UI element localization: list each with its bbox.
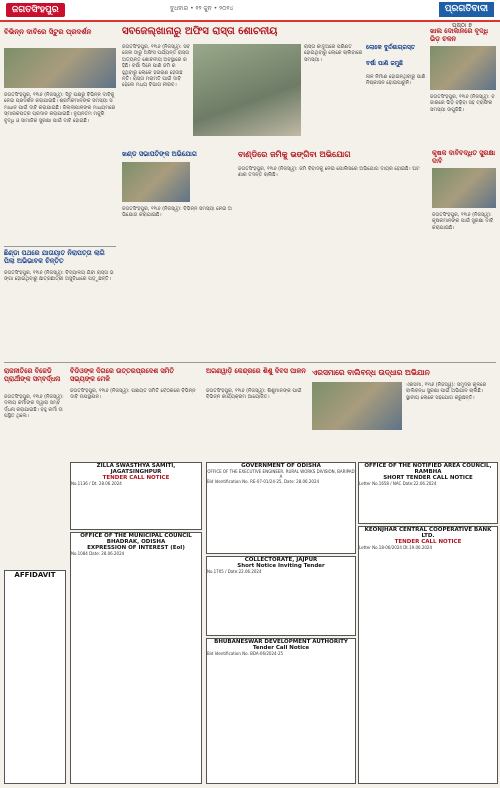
subhead: ଲୋକେ ଦୁର୍ଦ୍ଦଶାଗ୍ରସ୍ତ [366,44,416,51]
ad-title: GOVERNMENT OF ODISHA [241,463,321,469]
tender-ad [70,532,202,784]
tender-ad [358,462,498,524]
story-body: ଜଗତସିଂହପୁର, ୧୧ା୬ (ନିଜସ୍ୱ): ବିଭିନ୍ନ ସମସ୍ୟା ନେଇ ଅଭିଯୋଗ କରାଯାଇଛି। [122,206,232,219]
ad-ref: Letter No.1658 / NAC Date:22.06.2024 [359,481,437,486]
tender-ad [206,556,356,636]
ad-subtitle: TENDER CALL NOTICE [394,539,462,545]
affidavit-ad [4,570,66,784]
story-body: ରାସ୍ତା କାଦୁଅରେ ପରିଣତ ହୋଇଥିବାରୁ ଲୋକେ ଚାଲିବାରେ ସମସ୍ୟା। [304,44,363,63]
story-headline: ଏରସମାରେ ବାଲିବନ୍ଧ ଉଦ୍ଧାର ଅଭିଯାନ [312,368,430,377]
ad-subtitle: OFFICE OF THE EXECUTIVE ENGINEER, RURAL WORKS DIVISION, BARIPADA [207,469,355,479]
story-body: ଏରସମା, ୧୧ା୬ (ନିଜସ୍ୱ): ସମୁଦ୍ର କୂଳରେ ବାଲିବନ୍ଧ ସୁରକ୍ଷା ପାଇଁ ଅଭିଯାନ ଚାଲିଛି। ସ୍ଥାନୀୟ ଲୋକେ ସହଯୋଗ କରୁଛନ୍ତି। [406,382,487,401]
ad-title: ZILLA SWASTHYA SAMITI, JAGATSINGHPUR [96,463,176,475]
divider [4,246,116,247]
story-headline: ବିଡିଓଙ୍କ ଦିଗରେ ଉତ୍ତରପ୍ରଦେଶ ସମିତି ସଭ୍ୟଙ୍କ ମେଳି [70,367,175,383]
story-headline: ଅଗଣୱାଡ଼ି କେନ୍ଦ୍ରରେ ଶିଶୁ ଦିବସ ପାଳନ [206,367,306,375]
lead-headline: ସବଜେଲ୍‌ଖାନାରୁ ଅଫିସ ରାସ୍ତା ଶୋଚନୀୟ [122,26,278,37]
story-photo [4,48,116,88]
ad-title: OFFICE OF THE NOTIFIED AREA COUNCIL, RAMBHA [364,463,492,475]
ad-subtitle: SHORT TENDER CALL NOTICE [383,475,473,481]
tender-ad [206,638,356,784]
ad-title: BHUBANESWAR DEVELOPMENT AUTHORITY [214,639,348,645]
ad-title: OFFICE OF THE MUNICIPAL COUNCIL BHADRAK, ODISHA [80,533,192,545]
ad-ref: Letter No.18-06/2024 Dt.19.06.2024 [359,545,433,550]
story-headline: ରାଜନୀତିରେ ବିଜେଡି ପ୍ରାର୍ଥୀଙ୍କ ସମ୍ବର୍ଦ୍ଧନା [4,367,61,383]
ad-subtitle: TENDER CALL NOTICE [102,475,170,481]
story-body: ଜଗତସିଂହପୁର, ୧୧ା୬ (ନିଜସ୍ୱ): ଦଳୀୟ କର୍ମୀଙ୍କ ଦ୍ୱାରା ସମ୍ବର୍ଦ୍ଧନା କରାଯାଇଛି। ବହୁ କର୍ମୀ ଉପସ୍ଥିତ ଥିଲେ। [4,394,64,420]
story-body: ଜଗତସିଂହପୁର, ୧୧ା୬ (ନିଜସ୍ୱ): ସିଟୁ ପକ୍ଷରୁ ବିଭିନ୍ନ ଦାବିକୁ ନେଇ ପ୍ରଦର୍ଶନ କରାଯାଇଛି। ଶ୍ରମିକମାନଙ୍କ ସମସ୍ୟା ସମାଧାନ ପାଇଁ ଦାବି କରାଯାଇଛି। ଜିଲ୍ଲାପାଳଙ୍କ ମାଧ୍ୟମରେ ସ୍ମାରକପତ୍ର ପ୍ରଦାନ କରାଯାଇଛି। ନ୍ୟୁନତମ ମଜୁରି ବୃଦ୍ଧି ଓ ସାମାଜିକ ସୁରକ୍ଷା ପାଇଁ ଦାବି ହୋଇଛି। [4,92,116,124]
tender-ad [70,462,202,530]
ad-ref: No.1084 Date: 28.06.2024 [71,551,125,556]
ad-ref: Bid Identification No. RE-07-01/24-25, Date: 28.06.2024 [207,479,320,484]
story-photo [312,382,402,430]
dateline: ବୁଧବାର • ୧୨ ଜୁନ • ୨୦୨୪ [170,5,234,12]
subhead: ବର୍ଷା ପାଣି ଜମୁଛି [366,60,403,67]
story-headline: ଖଣ୍ଡ ସଭାପତିଙ୍କ ଅଭିଯୋଗ [122,150,197,158]
ad-ref: Bid Identification No. BDA-06/2024-25 [207,651,284,656]
story-body: ଜଗତସିଂହପୁର, ୧୧ା୬ (ନିଜସ୍ୱ): କୃଷକମାନଙ୍କ ପାଇଁ ସୁରକ୍ଷା ଦାବି କରାଯାଇଛି। [432,212,494,231]
masthead-title: ଜଗତସିଂହପୁର [6,3,65,17]
story-headline: ଛିଣ୍ଡା ପଥରେ ଯାତାୟାତ ନିରାପତ୍ତା ଲାଗି ପିଲା ଅଭିଭାବକ ଚିନ୍ତିତ [4,249,105,265]
flooded-road-photo [193,44,301,136]
ad-subtitle: Tender Call Notice [252,645,310,651]
ad-title: KEONJHAR CENTRAL COOPERATIVE BANK LTD. [364,527,492,539]
story-headline: ବାଣ୍ଡିରେ ଜମିକୁ ଭଙ୍ଗିବା ଅଭିଯୋଗ [238,150,351,159]
story-body: ଜଗତସିଂହପୁର, ୧୧ା୬ (ନିଜସ୍ୱ): ସବଜେଲ ଠାରୁ ଅଫିସ ପର୍ଯ୍ୟନ୍ତ ରାସ୍ତା ଅତ୍ୟନ୍ତ ଶୋଚନୀୟ ଅବସ୍ଥାରେ ରହିଛି। ବର୍ଷା ଦିନେ ପାଣି ଜମି ରହୁଥିବାରୁ ଲୋକେ ହଇରାଣ ହେଉଛନ୍ତି। ରାସ୍ତା ମରାମତି ପାଇଁ ଦାବି ହେଲେ ମଧ୍ୟ ବିଭାଗ ନୀରବ। [122,44,190,89]
ad-subtitle: EXPRESSION OF INTEREST (EoI) [87,545,185,551]
tender-ad [358,526,498,784]
story-photo [430,46,496,90]
story-body: ଜଗତସିଂହପୁର, ୧୧ା୬ (ନିଜସ୍ୱ): ପଞ୍ଚାୟତ ସମିତି ବୈଠକରେ ବିଭିନ୍ନ ଦାବି ଉପସ୍ଥାପନ। [70,388,196,401]
story-photo [432,168,496,208]
divider [4,362,496,363]
ad-ref: No.1705 / Date:22.06.2024 [207,569,262,574]
story-body: ଜଗତସିଂହପୁର, ୧୧ା୬ (ନିଜସ୍ୱ): ବଜାରରେ ଭିଡ଼ ବଢ଼ିବା ସହ ଟ୍ରାଫିକ ସମସ୍ୟା ଉପୁଜିଛି। [430,94,495,113]
story-headline: ବିଭିନ୍ନ ଦାବିରେ ସିଟୁର ପ୍ରଦର୍ଶନ [4,28,92,36]
story-headline: ଖାଲ ଦୋକାନରେ ବୃଦ୍ଧି ଭିଡ଼ ଚଳନ [430,27,488,43]
tender-ad [206,462,356,554]
story-body: ଜଗତସିଂହପୁର, ୧୧ା୬ (ନିଜସ୍ୱ): ବିଦ୍ୟାଳୟ ଯିବା ରାସ୍ତା ଭଙ୍ଗା ହୋଇଥିବାରୁ ଛାତ୍ରଛାତ୍ରୀ ଅସୁବିଧାରେ ପଡ଼ୁଛନ୍ତି। [4,270,114,283]
masthead-bar [0,0,500,22]
story-headline: କୃଷକ ଦାବିବଦ୍ଧିତ ସୁରକ୍ଷା ଦାବି [432,149,496,165]
ad-title: COLLECTORATE, JAJPUR [244,557,318,563]
ad-ref: No.1136 / Dt. 28.06.2024 [71,481,122,486]
ad-title: AFFIDAVIT [14,571,56,579]
story-photo [122,162,190,202]
page-number: ପୃଷ୍ଠା ୭ [452,22,472,29]
story-body: ଜଗତସିଂହପୁର, ୧୧ା୬ (ନିଜସ୍ୱ): ଶିଶୁମାନଙ୍କ ପାଇଁ ବିଭିନ୍ନ କାର୍ଯ୍ୟକ୍ରମ ଆୟୋଜିତ। [206,388,302,401]
story-body: ନାଳ ନିର୍ମାଣ ହୋଇନଥିବାରୁ ପାଣି ନିଷ୍କାସନ ହୋଇପାରୁନି। [366,74,426,87]
brand-logo: ପ୍ରଗତିବାଦୀ [439,2,494,17]
story-body: ଜଗତସିଂହପୁର, ୧୧ା୬ (ନିଜସ୍ୱ): ଜମି ବିବାଦକୁ ନେଇ ପୋଲିସରେ ଅଭିଯୋଗ ଦାୟର ହୋଇଛି। ଘଟଣାର ତଦନ୍ତ ଚାଲିଛି। [238,166,420,179]
ad-subtitle: Short Notice Inviting Tender [237,563,325,569]
